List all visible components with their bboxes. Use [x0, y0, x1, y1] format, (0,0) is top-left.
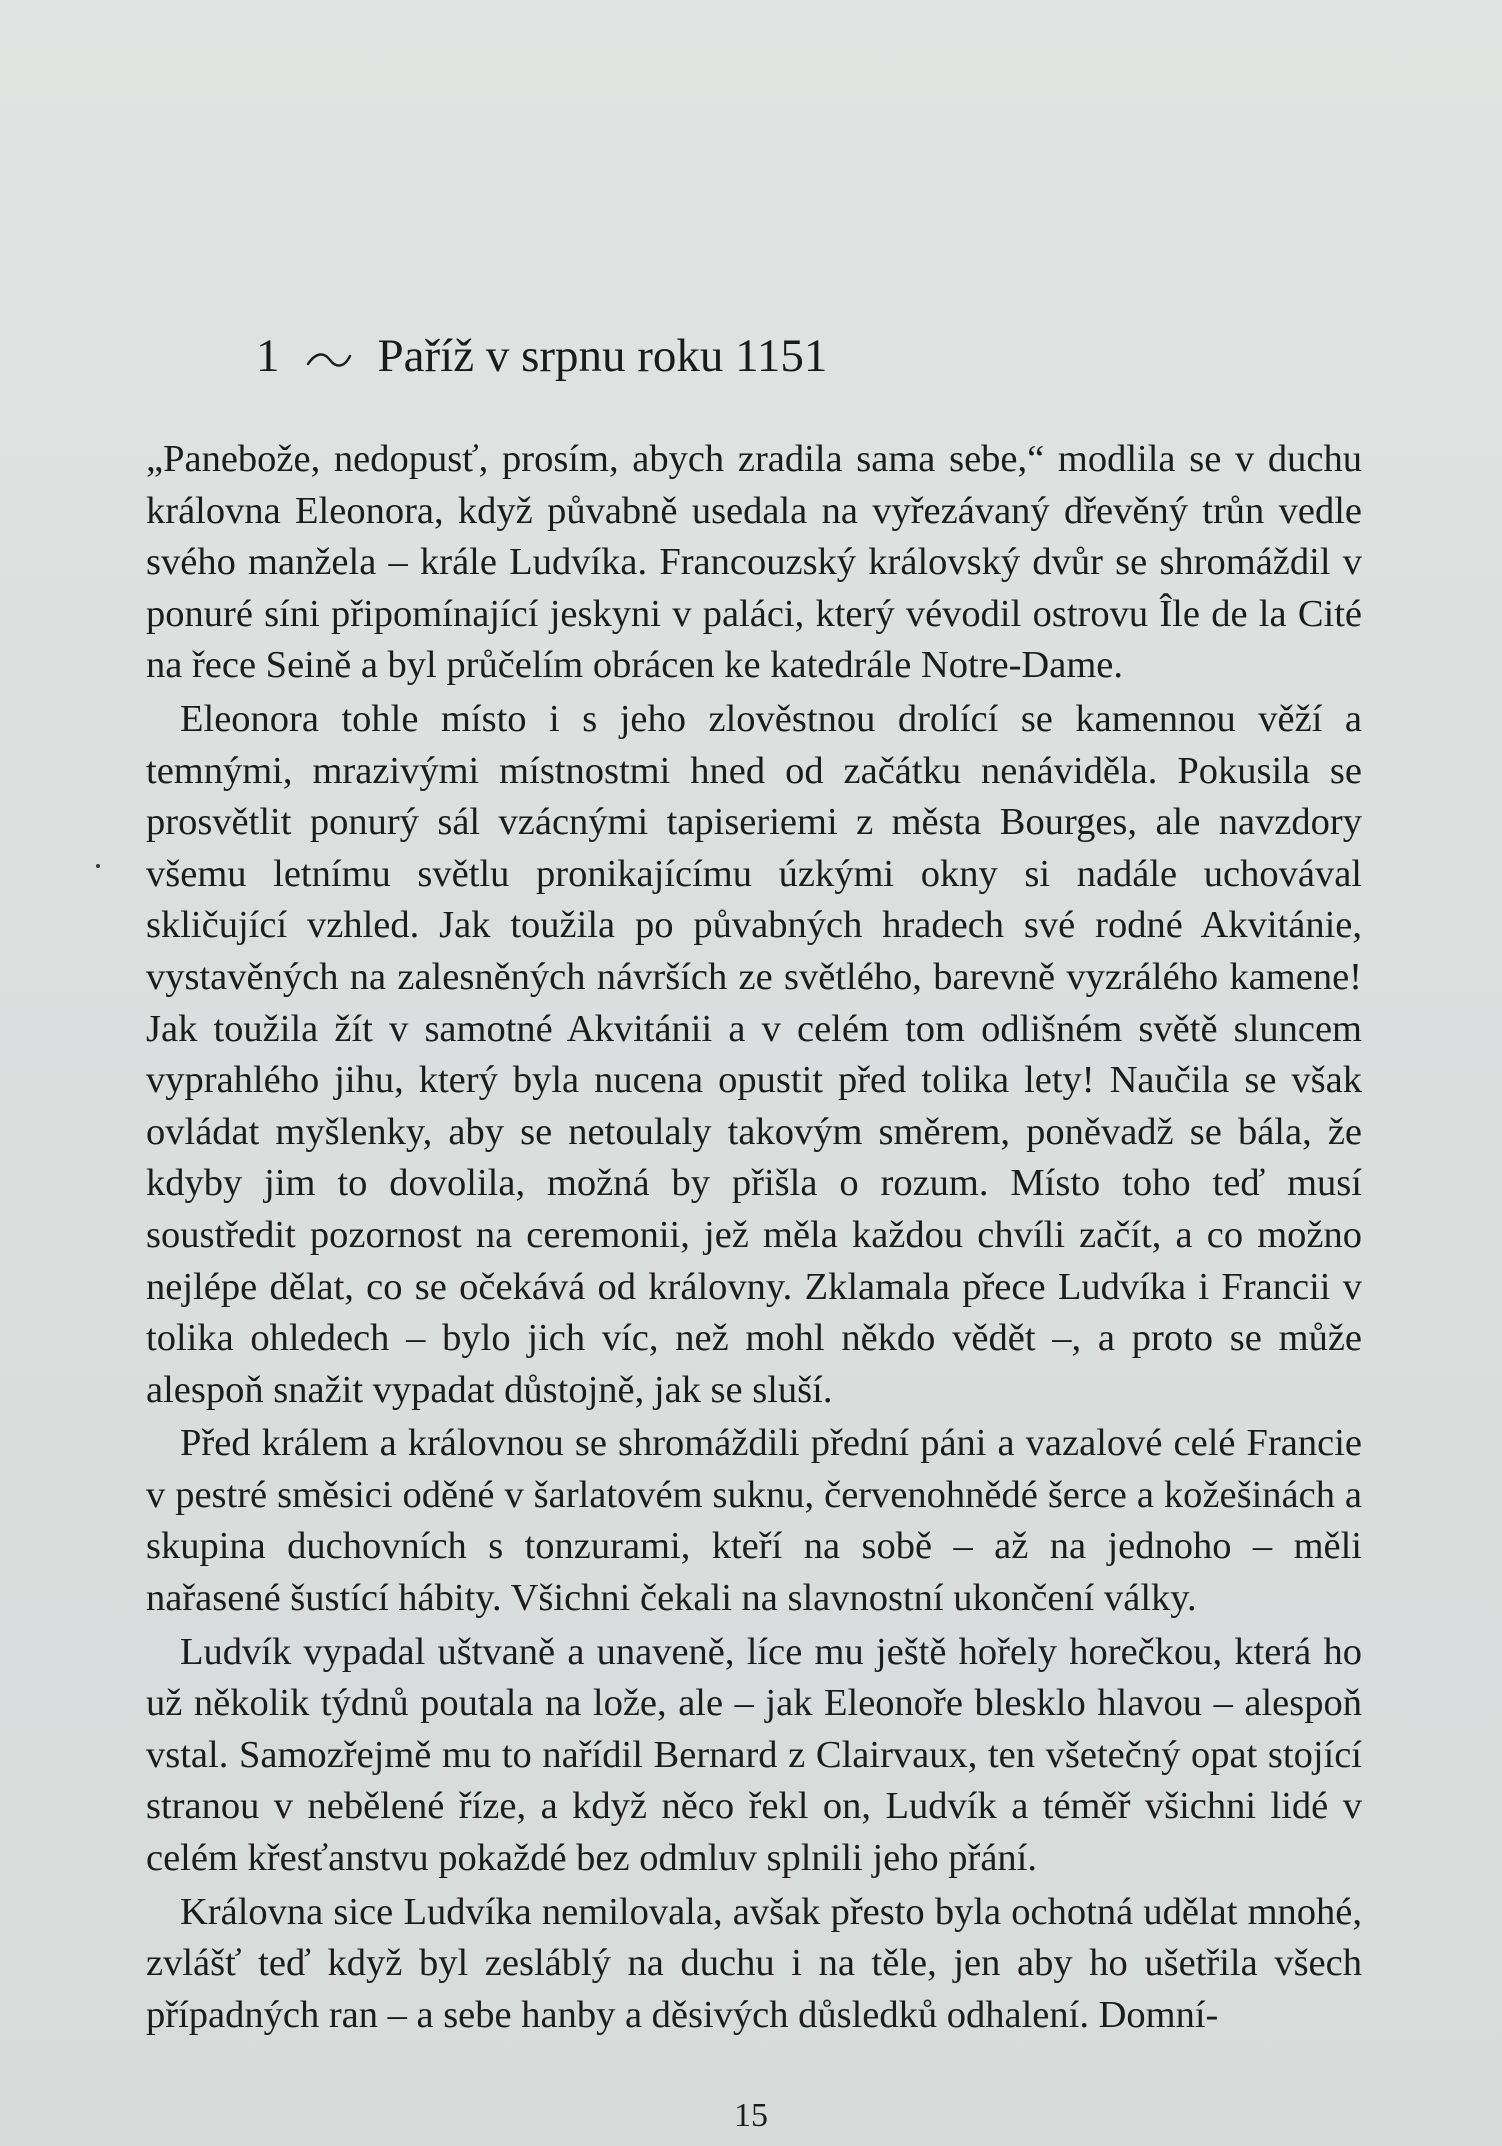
chapter-heading: [256, 326, 827, 386]
margin-speck: [96, 864, 100, 868]
paragraph: Královna sice Ludvíka nemilovala, avšak přesto byla ochotná udělat mnohé, zvlášť teď když byl zesláblý na duchu i na těle, jen aby ho ušetřila všech případných ran – a sebe hanby a děsivých důsledků odhalení. Domní-: [146, 1890, 1362, 2036]
paragraph: Před králem a královnou se shromáždili přední páni a vazalové celé Francie v pestré směsici oděné v šarlatovém suknu, červenohnědé šerce a kožešinách a skupina duchovních s tonzurami, kteří na sobě – až na jednoho – měli nařasené šustící hábity. Všichni čekali na slavnostní ukončení války.: [146, 1422, 1362, 1620]
paragraph: Ludvík vypadal uštvaně a unaveně, líce mu ještě hořely horečkou, která ho už několik týdnů poutala na lože, ale – jak Eleonoře blesklo hlavou – alespoň vstal. Samozřejmě mu to nařídil Bernard z Clairvaux, ten všetečný opat stojící stranou v nebělené říze, a když něco řekl on, Ludvík a téměř všichni lidé v celém křesťanstvu pokaždé bez odmluv splnili jeho přání.: [146, 1630, 1362, 1880]
paragraph: „Panebože, nedopusť, prosím, abych zradila sama sebe,“ modlila se v duchu královna Eleonora, když půvabně usedala na vyřezávaný dřevěný trůn vedle svého manžela – krále Ludvíka. Francouzský královský dvůr se shromáždil v ponuré síni připomínající jeskyni v paláci, který vévodil ostrovu Île de la Cité na řece Seině a byl průčelím obrácen ke katedrále Notre-Dame.: [146, 438, 1362, 687]
body-text: [146, 434, 1362, 2041]
swung-dash-ornament: [306, 352, 352, 368]
chapter-number: 1: [256, 330, 280, 382]
paragraph: Eleonora tohle místo i s jeho zlověstnou drolící se kamennou věží a temnými, mrazivými místnostmi hned od začátku nenáviděla. Pokusila se prosvětlit ponurý sál vzácnými tapiseriemi z města Bourges, ale navzdory všemu letnímu světlu pronikajícímu úzkými okny si nadále uchovával skličující vzhled. Jak toužila po půvabných hradech své rodné Akvitánie, vystavěných na zalesněných návrších ze světlého, barevně vyzrálého kamene! Jak toužila žít v samotné Akvitánii a v celém tom odlišném světě sluncem vyprahlého jihu, který byla nucena opustit před tolika lety! Naučila se však ovládat myšlenky, aby se netoulaly takovým směrem, poněvadž se bála, že kdyby jim to dovolila, možná by přišla o rozum. Místo toho teď musí soustředit pozornost na ceremonii, jež měla každou chvíli začít, a co možno nejlépe dělat, co se očekává od královny. Zklamala přece Ludvíka i Francii v tolika ohledech – bylo jich víc, než mohl někdo vědět –, a proto se může alespoň snažit vypadat důstojně, jak se sluší.: [146, 697, 1362, 1411]
chapter-title: Paříž v srpnu roku 1151: [377, 330, 828, 382]
page-number: 15: [734, 2097, 768, 2134]
